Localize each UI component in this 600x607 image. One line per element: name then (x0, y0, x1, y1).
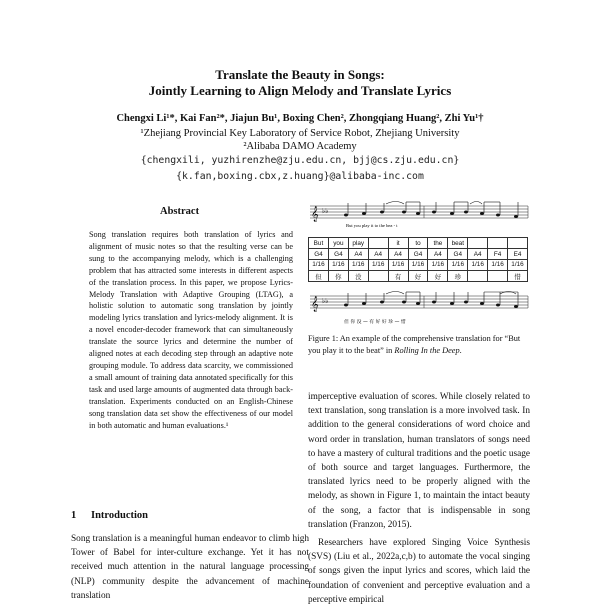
treble-clef-icon: 𝄞 (311, 206, 319, 221)
grid-cell: 没 (348, 271, 368, 282)
bottom-lyrics: 但 你 没 — 有 好 好 珍 — 惜 (344, 320, 406, 325)
email-line-1: {chengxili, yuzhirenzhe@zju.edu.cn, bjj@cs.zju.edu.cn} (140, 155, 460, 166)
grid-cell (368, 271, 388, 282)
grid-cell: G4 (448, 249, 468, 260)
caption-suffix: . (459, 345, 462, 355)
grid-cell: 1/16 (388, 260, 408, 271)
abstract-paragraph: Song translation requires both translation of lyrics and alignment of music notes so that the resulting verse can be sung to the accompanying melody, which is a challenging problem that has attracted some interests in different aspects of the translation process. In this paper, we propose Lyrics-Melody Translation with Adaptive Grouping (LTAG), a holistic solution to automatic song translation by jointly modeling lyrics translation and lyrics-melody alignment. It is a novel encoder-decoder framework that can simultaneously translate the source lyrics and determine the number of aligned notes at each decoding step through an adaptive note grouping module. To address data scarcity, we commissioned a small amount of training data annotated specifically for this task and used large amounts of augmented data through back-translation. Experiments conducted on an English-Chinese song translation data set show the effectiveness of our model in both automatic and human evaluations.¹ (89, 230, 293, 430)
top-staff (310, 206, 528, 218)
introduction-text (71, 532, 309, 603)
grid-cell: 1/16 (468, 260, 488, 271)
grid-cell: play (348, 238, 368, 249)
grid-cell (508, 238, 528, 249)
treble-clef-icon: 𝄞 (311, 296, 319, 311)
grid-row-durations (309, 260, 528, 271)
grid-cell: to (408, 238, 428, 249)
affiliation-1: ¹Zhejiang Provincial Key Laboratory of Service Robot, Zhejiang University (140, 128, 460, 139)
affiliation-2: ²Alibaba DAMO Academy (243, 141, 357, 152)
flat-key-signature-icon: ♭♭ (322, 207, 329, 215)
grid-cell (468, 271, 488, 282)
grid-cell: A4 (388, 249, 408, 260)
bottom-staff-notes (344, 301, 518, 309)
grid-row-chinese (309, 271, 528, 282)
paper-title-line2: Jointly Learning to Align Melody and Translate Lyrics (148, 83, 452, 98)
introduction-paragraph: Song translation is a meaningful human endeavor to climb high Tower of Babel for inter-culture exchange. Yet it has not received much attention in the natural language processing (NLP) community despite the advancement of machine translation (71, 534, 309, 601)
right-column-text (308, 390, 530, 607)
grid-cell: F4 (488, 249, 508, 260)
flat-key-signature-icon: ♭♭ (322, 297, 329, 305)
grid-cell: G4 (309, 249, 329, 260)
section-heading-introduction (71, 510, 148, 521)
grid-cell: A4 (468, 249, 488, 260)
grid-cell: But (309, 238, 329, 249)
grid-cell (488, 271, 508, 282)
grid-cell: A4 (428, 249, 448, 260)
abstract-text (89, 229, 293, 431)
grid-cell: A4 (348, 249, 368, 260)
grid-cell: E4 (508, 249, 528, 260)
grid-cell: 好 (408, 271, 428, 282)
grid-cell (488, 238, 508, 249)
grid-cell: you (328, 238, 348, 249)
grid-cell: 1/16 (428, 260, 448, 271)
abstract-heading: Abstract (160, 206, 200, 217)
top-staff-notes (344, 211, 518, 219)
section-number: 1 (71, 510, 77, 521)
alignment-grid (308, 237, 528, 282)
grid-cell: 你 (328, 271, 348, 282)
caption-song-title: Rolling In the Deep (394, 345, 460, 355)
grid-cell: the (428, 238, 448, 249)
grid-cell (368, 238, 388, 249)
right-paragraph-2: Researchers have explored Singing Voice Synthesis (SVS) (Liu et al., 2022a,c,b) to automate the vocal singing of songs given the input lyrics and scores, which laid the foundation of convenient and perceptive evaluation and a perceptive empirical (308, 538, 530, 605)
grid-cell: 1/16 (328, 260, 348, 271)
grid-cell: beat (448, 238, 468, 249)
grid-cell: 有 (388, 271, 408, 282)
author-list: Chengxi Li¹*, Kai Fan²*, Jiajun Bu¹, Boxing Chen², Zhongqiang Huang², Zhi Yu¹† (116, 113, 484, 124)
grid-cell: 惜 (508, 271, 528, 282)
grid-cell: 1/16 (408, 260, 428, 271)
email-line-2: {k.fan,boxing.cbx,z.huang}@alibaba-inc.com (176, 171, 424, 182)
right-paragraph-1: imperceptive evaluation of scores. While closely related to text translation, song translation is a more involved task. In addition to the general considerations of word choice and word order in translation, human translators of songs need to have a mastery of cultural traditions and the poetic usage of both source and target languages. Furthermore, the translated lyrics need to be properly aligned with the melody, as shown in Figure 1, to maintain the intact beauty of the song, a factor that is indispensable in song translation (Franzon, 2015). (308, 392, 530, 530)
grid-cell (468, 238, 488, 249)
grid-cell: 1/16 (488, 260, 508, 271)
caption-prefix: Figure 1: An example of the comprehensive translation for “But you play it to the beat” in (308, 334, 521, 355)
figure-caption (308, 333, 530, 356)
grid-row-words (309, 238, 528, 249)
grid-cell: G4 (408, 249, 428, 260)
grid-cell: 但 (309, 271, 329, 282)
bottom-staff (310, 296, 528, 308)
top-lyrics: But you play it to the bea - t (346, 223, 398, 228)
grid-cell: G4 (328, 249, 348, 260)
grid-row-notes (309, 249, 528, 260)
grid-cell: 好 (428, 271, 448, 282)
grid-cell: 1/16 (368, 260, 388, 271)
paper-title-line1: Translate the Beauty in Songs: (215, 67, 385, 82)
section-title: Introduction (91, 510, 148, 521)
grid-cell: it (388, 238, 408, 249)
grid-cell: 1/16 (309, 260, 329, 271)
grid-cell: 1/16 (448, 260, 468, 271)
grid-cell: 1/16 (348, 260, 368, 271)
grid-cell: A4 (368, 249, 388, 260)
grid-cell: 1/16 (508, 260, 528, 271)
grid-cell: 珍 (448, 271, 468, 282)
